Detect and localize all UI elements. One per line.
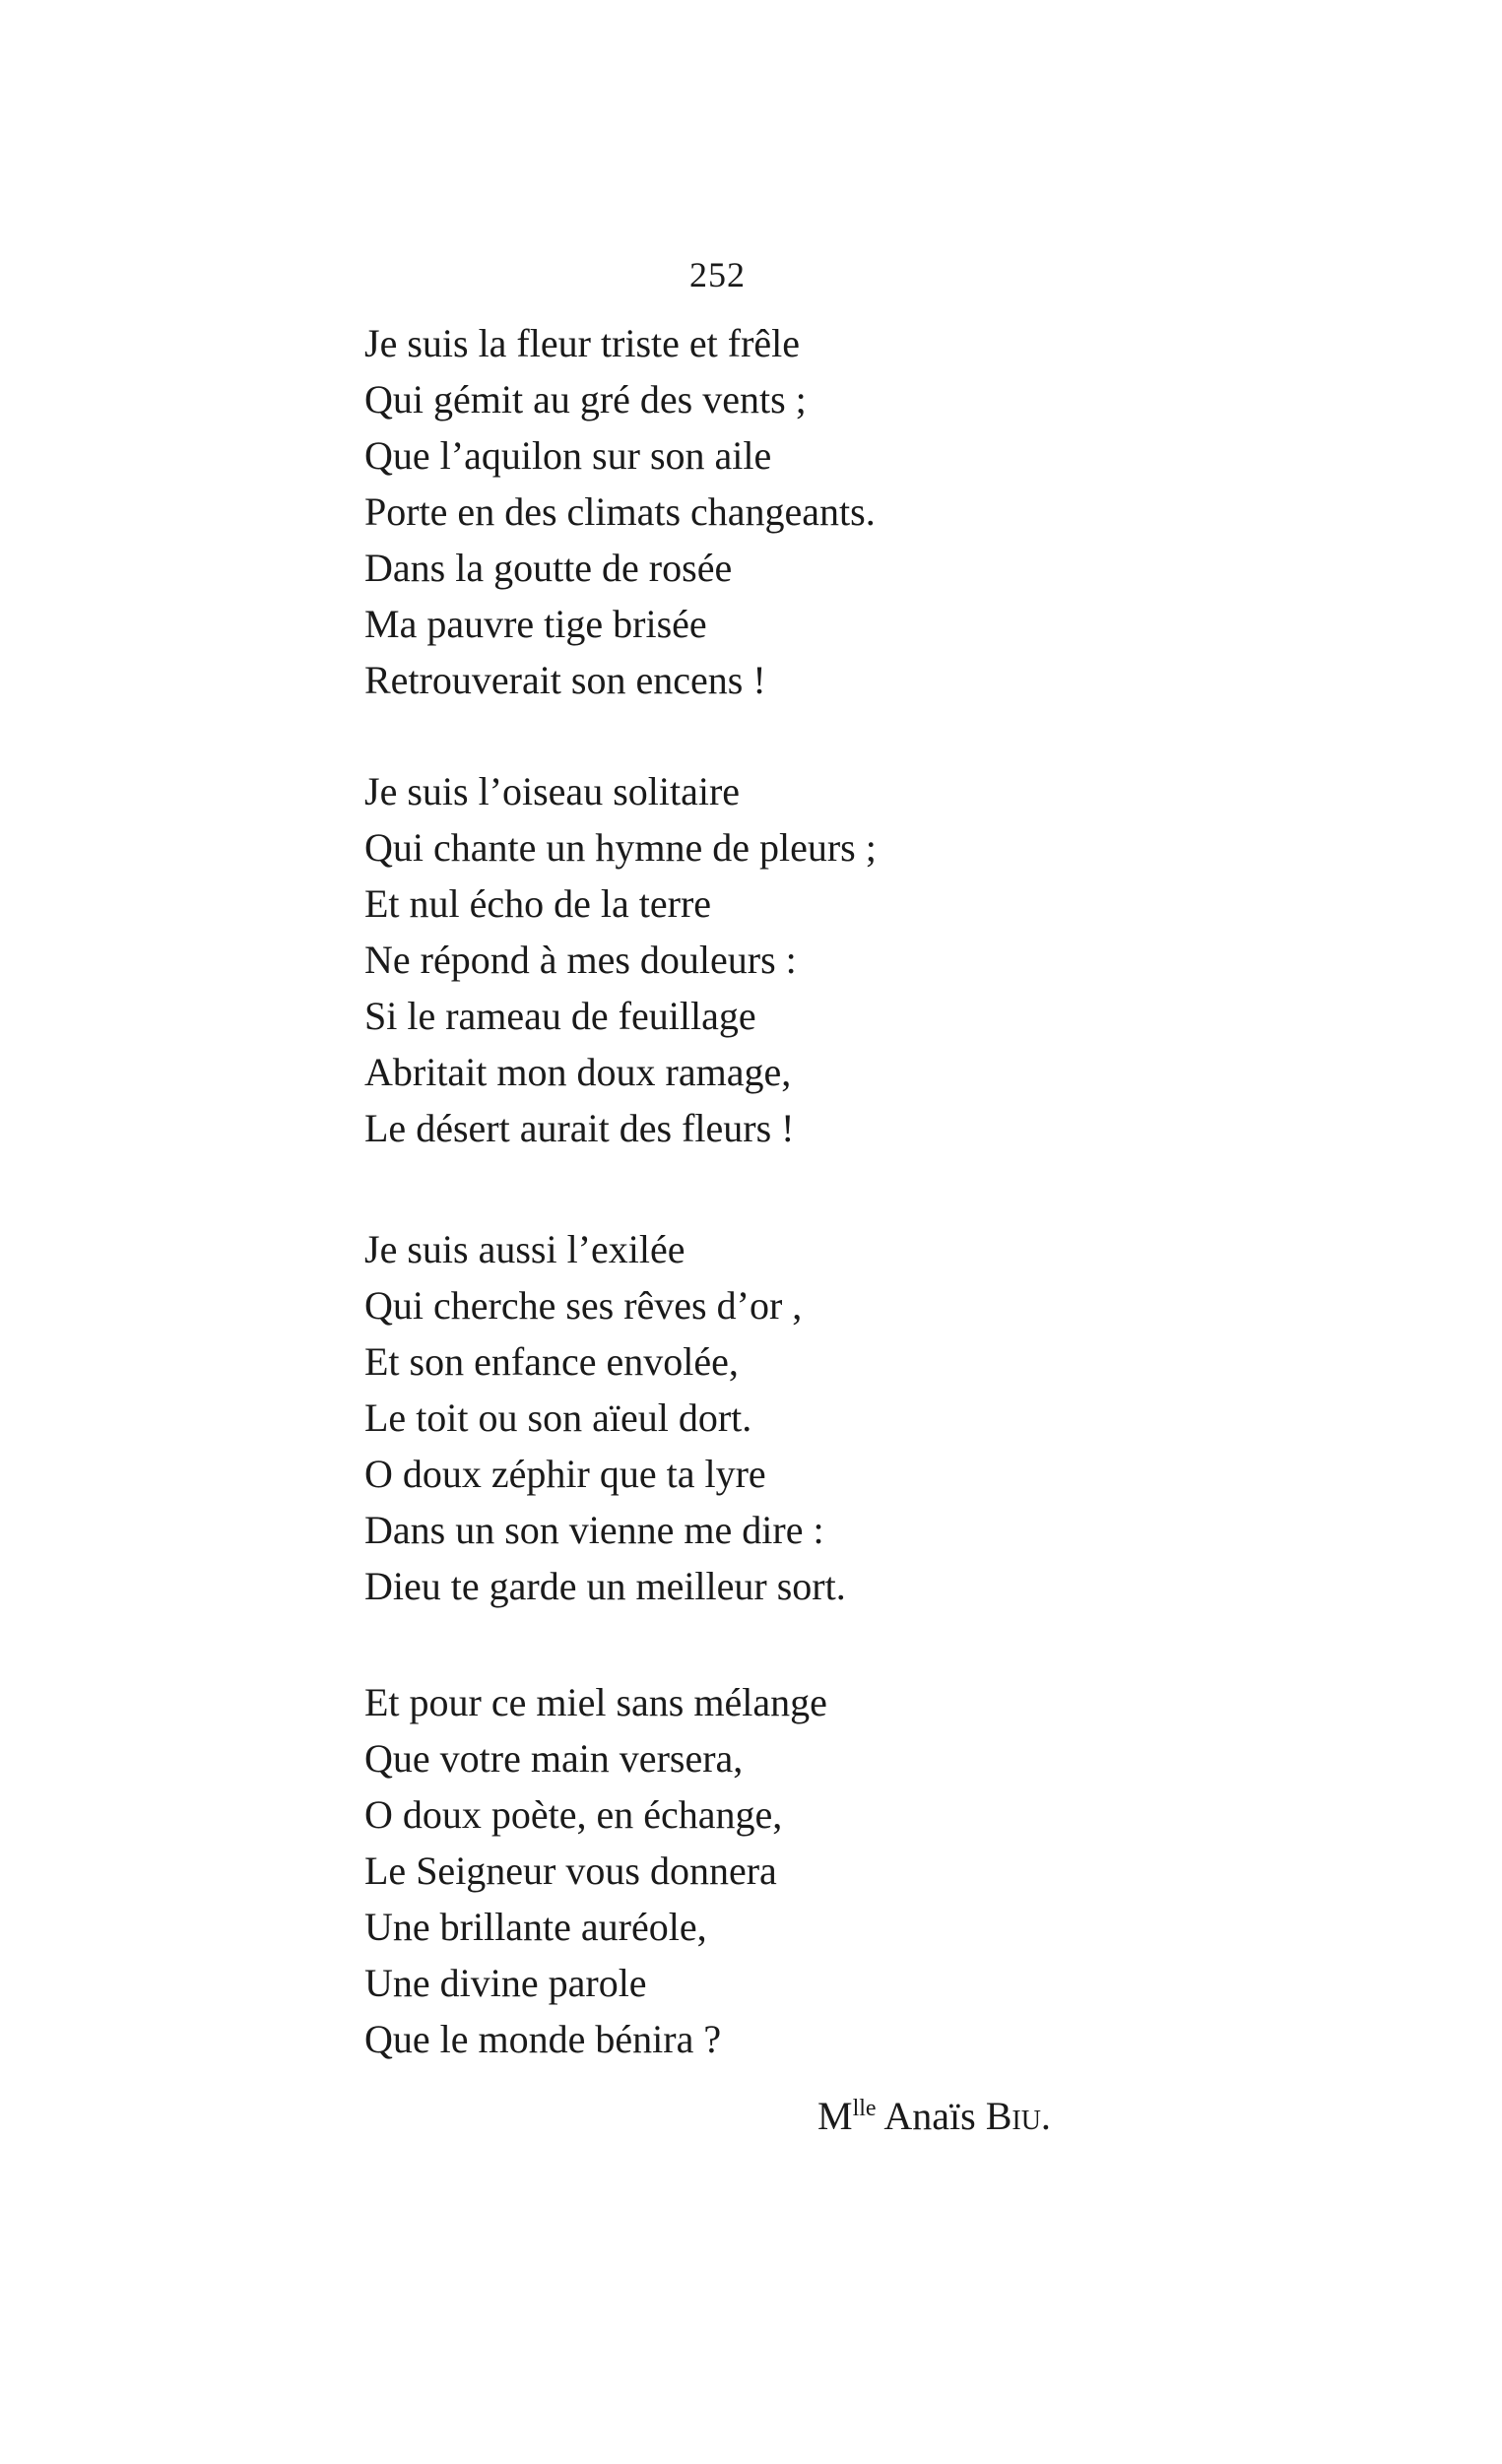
verse-line: Qui gémit au gré des vents ; — [364, 377, 807, 421]
verse-line: Que le monde bénira ? — [364, 2017, 722, 2061]
verse-line: Le Seigneur vous donnera — [364, 1848, 777, 1893]
honorific-base: M — [817, 2094, 853, 2138]
verse-line: Je suis la fleur triste et frêle — [364, 321, 801, 365]
page-number: 252 — [689, 255, 746, 294]
verse-line: O doux zéphir que ta lyre — [364, 1452, 766, 1496]
author-given-name: Anaïs — [883, 2094, 976, 2138]
stanza-3 — [364, 1221, 846, 1614]
verse-line: O doux poète, en échange, — [364, 1792, 783, 1837]
verse-line: Et nul écho de la terre — [364, 881, 712, 926]
verse-line: Abritait mon doux ramage, — [364, 1050, 792, 1094]
verse-line: Qui cherche ses rêves d’or , — [364, 1283, 803, 1328]
verse-line: Si le rameau de feuillage — [364, 994, 756, 1038]
verse-line: Le désert aurait des fleurs ! — [364, 1106, 795, 1150]
verse-line: Je suis aussi l’exilée — [364, 1227, 686, 1271]
verse-line: Une brillante auréole, — [364, 1905, 707, 1949]
verse-line: Qui chante un hymne de pleurs ; — [364, 825, 877, 870]
author-surname: Biu. — [985, 2094, 1051, 2138]
verse-line: Je suis l’oiseau solitaire — [364, 769, 741, 813]
verse-line: Le toit ou son aïeul dort. — [364, 1395, 752, 1440]
verse-line: Une divine parole — [364, 1961, 647, 2005]
verse-line: Dans un son vienne me dire : — [364, 1508, 824, 1552]
verse-line: Et son enfance envolée, — [364, 1339, 739, 1384]
verse-line: Dieu te garde un meilleur sort. — [364, 1564, 846, 1608]
verse-line: Que l’aquilon sur son aile — [364, 433, 772, 478]
verse-line: Que votre main versera, — [364, 1736, 744, 1781]
verse-line: Porte en des climats changeants. — [364, 489, 876, 534]
stanza-4 — [364, 1674, 827, 2067]
author-signature — [817, 2093, 1051, 2139]
honorific — [817, 2094, 877, 2138]
stanza-2 — [364, 763, 877, 1156]
verse-line: Dans la goutte de rosée — [364, 546, 733, 590]
verse-line: Retrouverait son encens ! — [364, 658, 766, 702]
verse-line: Et pour ce miel sans mélange — [364, 1680, 827, 1724]
honorific-superscript: lle — [852, 2096, 877, 2121]
stanza-1 — [364, 315, 876, 708]
verse-line: Ma pauvre tige brisée — [364, 602, 707, 646]
verse-line: Ne répond à mes douleurs : — [364, 938, 797, 982]
